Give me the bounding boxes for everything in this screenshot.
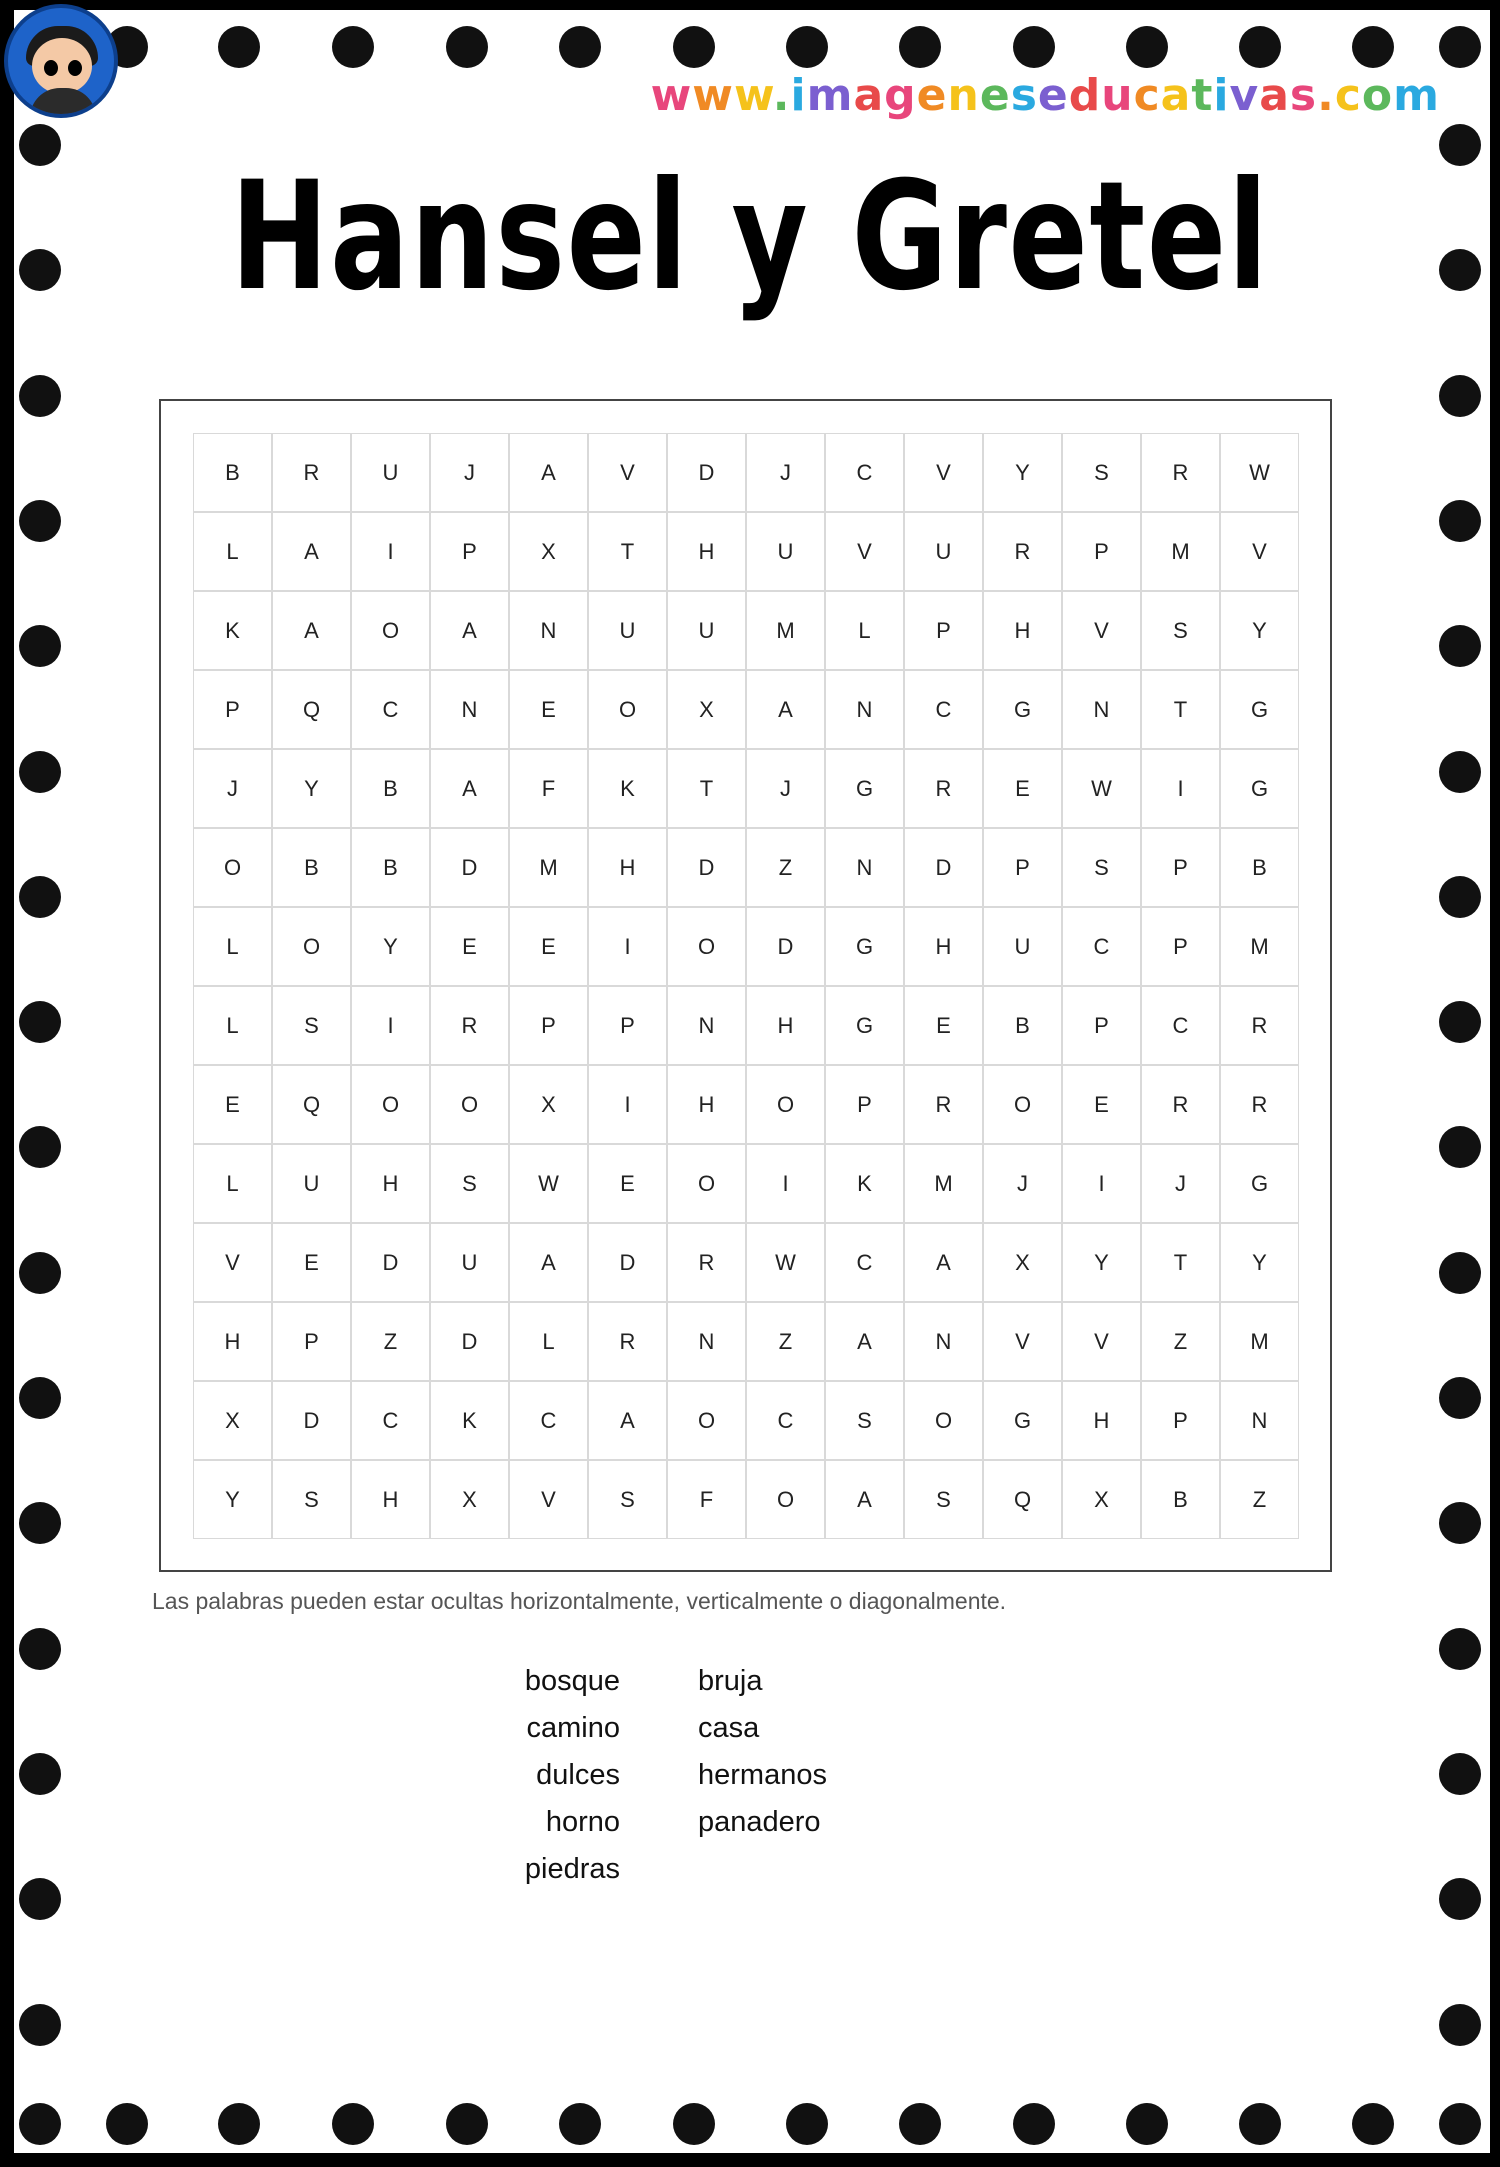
grid-cell: T bbox=[588, 512, 667, 591]
grid-cell: U bbox=[983, 907, 1062, 986]
grid-cell: T bbox=[1141, 670, 1220, 749]
grid-cell: O bbox=[193, 828, 272, 907]
grid-cell: Q bbox=[272, 1065, 351, 1144]
border-dot bbox=[1352, 26, 1394, 68]
border-dot bbox=[19, 249, 61, 291]
grid-cell: Z bbox=[1141, 1302, 1220, 1381]
border-dot bbox=[1013, 26, 1055, 68]
grid-cell: R bbox=[1220, 986, 1299, 1065]
grid-cell: M bbox=[904, 1144, 983, 1223]
border-dot bbox=[1439, 625, 1481, 667]
border-dot bbox=[19, 1753, 61, 1795]
grid-cell: P bbox=[1141, 1381, 1220, 1460]
grid-cell: N bbox=[1220, 1381, 1299, 1460]
border-dot bbox=[19, 1628, 61, 1670]
border-dot bbox=[899, 2103, 941, 2145]
grid-cell: R bbox=[430, 986, 509, 1065]
border-dot bbox=[673, 26, 715, 68]
grid-cell: V bbox=[904, 433, 983, 512]
grid-cell: P bbox=[272, 1302, 351, 1381]
grid-cell: N bbox=[904, 1302, 983, 1381]
word-item: horno bbox=[545, 1806, 620, 1838]
border-dot bbox=[559, 26, 601, 68]
word-item: piedras bbox=[524, 1853, 620, 1885]
border-dot bbox=[19, 1001, 61, 1043]
grid-cell: I bbox=[588, 1065, 667, 1144]
grid-cell: D bbox=[430, 828, 509, 907]
border-dot bbox=[1439, 1252, 1481, 1294]
grid-cell: P bbox=[1062, 512, 1141, 591]
grid-cell: A bbox=[509, 433, 588, 512]
grid-cell: G bbox=[1220, 749, 1299, 828]
grid-cell: O bbox=[351, 591, 430, 670]
grid-cell: D bbox=[588, 1223, 667, 1302]
border-dot bbox=[1239, 2103, 1281, 2145]
border-dot bbox=[1439, 1502, 1481, 1544]
grid-cell: J bbox=[746, 749, 825, 828]
grid-cell: I bbox=[746, 1144, 825, 1223]
grid-cell: S bbox=[1062, 828, 1141, 907]
grid-cell: E bbox=[430, 907, 509, 986]
grid-cell: E bbox=[1062, 1065, 1141, 1144]
grid-cell: A bbox=[588, 1381, 667, 1460]
word-item: panadero bbox=[698, 1806, 821, 1838]
border-dot bbox=[786, 2103, 828, 2145]
border-dot bbox=[1439, 1377, 1481, 1419]
grid-cell: L bbox=[509, 1302, 588, 1381]
logo-badge-icon bbox=[4, 4, 118, 118]
grid-cell: V bbox=[1062, 591, 1141, 670]
grid-cell: L bbox=[193, 512, 272, 591]
grid-cell: Y bbox=[983, 433, 1062, 512]
grid-cell: B bbox=[983, 986, 1062, 1065]
grid-cell: Y bbox=[1220, 1223, 1299, 1302]
grid-cell: Z bbox=[746, 828, 825, 907]
grid-cell: C bbox=[746, 1381, 825, 1460]
border-dot bbox=[19, 375, 61, 417]
grid-cell: N bbox=[825, 828, 904, 907]
grid-cell: U bbox=[746, 512, 825, 591]
grid-cell: O bbox=[588, 670, 667, 749]
grid-cell: C bbox=[825, 1223, 904, 1302]
grid-cell: O bbox=[983, 1065, 1062, 1144]
grid-cell: K bbox=[588, 749, 667, 828]
border-dot bbox=[1439, 2004, 1481, 2046]
border-dot bbox=[1352, 2103, 1394, 2145]
border-dot bbox=[1439, 1753, 1481, 1795]
grid-cell: R bbox=[272, 433, 351, 512]
grid-cell: O bbox=[667, 1381, 746, 1460]
grid-cell: H bbox=[746, 986, 825, 1065]
grid-cell: Y bbox=[351, 907, 430, 986]
grid-cell: H bbox=[904, 907, 983, 986]
grid-cell: E bbox=[904, 986, 983, 1065]
border-dot bbox=[1126, 26, 1168, 68]
grid-cell: R bbox=[1141, 433, 1220, 512]
grid-cell: H bbox=[351, 1144, 430, 1223]
border-dot bbox=[1013, 2103, 1055, 2145]
grid-cell: S bbox=[825, 1381, 904, 1460]
grid-cell: X bbox=[509, 1065, 588, 1144]
grid-cell: A bbox=[825, 1302, 904, 1381]
grid-cell: X bbox=[1062, 1460, 1141, 1539]
grid-cell: P bbox=[193, 670, 272, 749]
grid-cell: U bbox=[588, 591, 667, 670]
border-dot bbox=[899, 26, 941, 68]
grid-cell: Y bbox=[193, 1460, 272, 1539]
border-dot bbox=[218, 2103, 260, 2145]
border-dot bbox=[19, 1377, 61, 1419]
word-search-puzzle bbox=[159, 399, 1332, 1572]
grid-cell: M bbox=[1141, 512, 1220, 591]
grid-cell: P bbox=[825, 1065, 904, 1144]
grid-cell: Z bbox=[746, 1302, 825, 1381]
grid-cell: U bbox=[272, 1144, 351, 1223]
grid-cell: R bbox=[667, 1223, 746, 1302]
grid-cell: O bbox=[667, 907, 746, 986]
word-item: dulces bbox=[536, 1759, 620, 1791]
grid-cell: S bbox=[430, 1144, 509, 1223]
grid-cell: E bbox=[588, 1144, 667, 1223]
grid-cell: C bbox=[1141, 986, 1220, 1065]
grid-cell: V bbox=[825, 512, 904, 591]
grid-cell: O bbox=[746, 1460, 825, 1539]
grid-cell: H bbox=[351, 1460, 430, 1539]
border-dot bbox=[19, 2103, 61, 2145]
grid-cell: R bbox=[1220, 1065, 1299, 1144]
border-dot bbox=[673, 2103, 715, 2145]
grid-cell: R bbox=[904, 1065, 983, 1144]
grid-cell: E bbox=[509, 670, 588, 749]
grid-cell: P bbox=[430, 512, 509, 591]
border-dot bbox=[1439, 500, 1481, 542]
grid-cell: G bbox=[983, 1381, 1062, 1460]
grid-cell: J bbox=[983, 1144, 1062, 1223]
grid-cell: R bbox=[1141, 1065, 1220, 1144]
grid-cell: Y bbox=[272, 749, 351, 828]
grid-cell: H bbox=[588, 828, 667, 907]
grid-cell: A bbox=[746, 670, 825, 749]
grid-cell: G bbox=[1220, 670, 1299, 749]
grid-cell: V bbox=[1220, 512, 1299, 591]
border-dot bbox=[106, 2103, 148, 2145]
grid-cell: B bbox=[272, 828, 351, 907]
grid-cell: Z bbox=[351, 1302, 430, 1381]
grid-cell: H bbox=[193, 1302, 272, 1381]
grid-cell: A bbox=[430, 749, 509, 828]
grid-cell: M bbox=[746, 591, 825, 670]
grid-cell: H bbox=[1062, 1381, 1141, 1460]
grid-cell: R bbox=[983, 512, 1062, 591]
grid-cell: U bbox=[904, 512, 983, 591]
grid-cell: I bbox=[1141, 749, 1220, 828]
grid-cell: L bbox=[193, 907, 272, 986]
border-dot bbox=[332, 26, 374, 68]
grid-cell: O bbox=[746, 1065, 825, 1144]
grid-cell: H bbox=[667, 512, 746, 591]
grid-cell: W bbox=[1062, 749, 1141, 828]
border-dot bbox=[19, 876, 61, 918]
grid-cell: A bbox=[430, 591, 509, 670]
grid-cell: O bbox=[667, 1144, 746, 1223]
border-dot bbox=[1439, 751, 1481, 793]
grid-cell: D bbox=[667, 828, 746, 907]
grid-cell: Q bbox=[272, 670, 351, 749]
grid-cell: R bbox=[588, 1302, 667, 1381]
word-item: bosque bbox=[524, 1665, 620, 1697]
grid-cell: C bbox=[1062, 907, 1141, 986]
border-dot bbox=[1439, 249, 1481, 291]
border-dot bbox=[1439, 2103, 1481, 2145]
grid-cell: E bbox=[983, 749, 1062, 828]
grid-cell: M bbox=[1220, 907, 1299, 986]
grid-cell: A bbox=[509, 1223, 588, 1302]
border-dot bbox=[19, 751, 61, 793]
grid-cell: R bbox=[904, 749, 983, 828]
grid-cell: K bbox=[193, 591, 272, 670]
grid-cell: E bbox=[509, 907, 588, 986]
grid-cell: S bbox=[1062, 433, 1141, 512]
grid-cell: O bbox=[904, 1381, 983, 1460]
grid-cell: P bbox=[1141, 907, 1220, 986]
grid-cell: B bbox=[1220, 828, 1299, 907]
grid-cell: P bbox=[588, 986, 667, 1065]
grid-cell: J bbox=[1141, 1144, 1220, 1223]
grid-cell: P bbox=[983, 828, 1062, 907]
word-item: hermanos bbox=[698, 1759, 827, 1791]
grid-cell: O bbox=[272, 907, 351, 986]
grid-cell: X bbox=[983, 1223, 1062, 1302]
grid-cell: V bbox=[1062, 1302, 1141, 1381]
grid-cell: N bbox=[1062, 670, 1141, 749]
grid-cell: M bbox=[509, 828, 588, 907]
grid-cell: G bbox=[983, 670, 1062, 749]
grid-cell: D bbox=[746, 907, 825, 986]
grid-cell: V bbox=[983, 1302, 1062, 1381]
grid-cell: H bbox=[667, 1065, 746, 1144]
border-dot bbox=[1439, 876, 1481, 918]
grid-cell: C bbox=[904, 670, 983, 749]
border-dot bbox=[19, 124, 61, 166]
grid-cell: P bbox=[904, 591, 983, 670]
grid-cell: A bbox=[904, 1223, 983, 1302]
border-dot bbox=[1439, 1628, 1481, 1670]
grid-cell: I bbox=[588, 907, 667, 986]
page-title: Hansel y Gretel bbox=[230, 150, 1270, 324]
grid-cell: W bbox=[746, 1223, 825, 1302]
grid-cell: V bbox=[193, 1223, 272, 1302]
word-item: bruja bbox=[698, 1665, 763, 1697]
border-dot bbox=[1439, 1001, 1481, 1043]
border-dot bbox=[19, 1878, 61, 1920]
border-dot bbox=[19, 2004, 61, 2046]
grid-cell: Q bbox=[983, 1460, 1062, 1539]
grid-cell: G bbox=[825, 986, 904, 1065]
grid-cell: U bbox=[667, 591, 746, 670]
grid-cell: I bbox=[1062, 1144, 1141, 1223]
grid-cell: N bbox=[667, 986, 746, 1065]
grid-cell: S bbox=[1141, 591, 1220, 670]
grid-cell: N bbox=[509, 591, 588, 670]
grid-cell: F bbox=[509, 749, 588, 828]
grid-cell: C bbox=[351, 1381, 430, 1460]
grid-cell: D bbox=[904, 828, 983, 907]
grid-cell: X bbox=[509, 512, 588, 591]
border-dot bbox=[332, 2103, 374, 2145]
grid-cell: L bbox=[825, 591, 904, 670]
grid-cell: G bbox=[825, 749, 904, 828]
grid-cell: L bbox=[193, 986, 272, 1065]
grid-cell: X bbox=[667, 670, 746, 749]
grid-cell: T bbox=[667, 749, 746, 828]
grid-cell: D bbox=[430, 1302, 509, 1381]
grid-cell: J bbox=[193, 749, 272, 828]
grid-cell: D bbox=[667, 433, 746, 512]
grid-cell: E bbox=[193, 1065, 272, 1144]
grid-cell: V bbox=[588, 433, 667, 512]
border-dot bbox=[1439, 1878, 1481, 1920]
border-dot bbox=[1439, 26, 1481, 68]
grid-cell: E bbox=[272, 1223, 351, 1302]
grid-cell: N bbox=[825, 670, 904, 749]
grid-cell: B bbox=[351, 749, 430, 828]
grid-cell: P bbox=[1141, 828, 1220, 907]
border-dot bbox=[19, 500, 61, 542]
instruction-text: Las palabras pueden estar ocultas horizontalmente, verticalmente o diagonalmente. bbox=[152, 1588, 1007, 1614]
border-dot bbox=[19, 625, 61, 667]
grid-cell: D bbox=[272, 1381, 351, 1460]
grid-cell: B bbox=[193, 433, 272, 512]
grid-cell: V bbox=[509, 1460, 588, 1539]
grid-cell: S bbox=[272, 1460, 351, 1539]
grid-cell: J bbox=[746, 433, 825, 512]
border-dot bbox=[1439, 124, 1481, 166]
border-dot bbox=[1239, 26, 1281, 68]
grid-cell: P bbox=[1062, 986, 1141, 1065]
border-dot bbox=[1126, 2103, 1168, 2145]
grid-cell: C bbox=[351, 670, 430, 749]
word-list-right-column bbox=[698, 1658, 827, 1846]
grid-cell: F bbox=[667, 1460, 746, 1539]
grid-cell: A bbox=[272, 512, 351, 591]
grid-cell: A bbox=[272, 591, 351, 670]
grid-cell: T bbox=[1141, 1223, 1220, 1302]
word-item: casa bbox=[698, 1712, 760, 1744]
grid-cell: Y bbox=[1062, 1223, 1141, 1302]
grid-cell: O bbox=[351, 1065, 430, 1144]
border-dot bbox=[446, 26, 488, 68]
grid-cell: D bbox=[351, 1223, 430, 1302]
grid-cell: S bbox=[272, 986, 351, 1065]
grid-cell: C bbox=[509, 1381, 588, 1460]
border-dot bbox=[19, 1126, 61, 1168]
border-dot bbox=[1439, 1126, 1481, 1168]
letter-grid bbox=[193, 433, 1299, 1539]
grid-cell: Y bbox=[1220, 591, 1299, 670]
grid-cell: W bbox=[509, 1144, 588, 1223]
grid-cell: L bbox=[193, 1144, 272, 1223]
grid-cell: U bbox=[351, 433, 430, 512]
grid-cell: W bbox=[1220, 433, 1299, 512]
grid-cell: S bbox=[904, 1460, 983, 1539]
border-dot bbox=[218, 26, 260, 68]
grid-cell: Z bbox=[1220, 1460, 1299, 1539]
grid-cell: J bbox=[430, 433, 509, 512]
grid-cell: S bbox=[588, 1460, 667, 1539]
grid-cell: I bbox=[351, 512, 430, 591]
grid-cell: I bbox=[351, 986, 430, 1065]
grid-cell: B bbox=[1141, 1460, 1220, 1539]
grid-cell: A bbox=[825, 1460, 904, 1539]
site-url: www.imageneseducativas.com bbox=[650, 70, 1440, 121]
grid-cell: G bbox=[1220, 1144, 1299, 1223]
grid-cell: B bbox=[351, 828, 430, 907]
grid-cell: X bbox=[430, 1460, 509, 1539]
border-dot bbox=[786, 26, 828, 68]
grid-cell: N bbox=[430, 670, 509, 749]
grid-cell: N bbox=[667, 1302, 746, 1381]
grid-cell: U bbox=[430, 1223, 509, 1302]
grid-cell: G bbox=[825, 907, 904, 986]
grid-cell: K bbox=[825, 1144, 904, 1223]
word-list-left-column bbox=[525, 1658, 620, 1893]
border-dot bbox=[559, 2103, 601, 2145]
grid-cell: X bbox=[193, 1381, 272, 1460]
border-dot bbox=[1439, 375, 1481, 417]
grid-cell: M bbox=[1220, 1302, 1299, 1381]
grid-cell: P bbox=[509, 986, 588, 1065]
grid-cell: O bbox=[430, 1065, 509, 1144]
grid-cell: K bbox=[430, 1381, 509, 1460]
grid-cell: C bbox=[825, 433, 904, 512]
border-dot bbox=[446, 2103, 488, 2145]
border-dot bbox=[19, 1502, 61, 1544]
grid-cell: H bbox=[983, 591, 1062, 670]
word-item: camino bbox=[526, 1712, 620, 1744]
border-dot bbox=[19, 1252, 61, 1294]
